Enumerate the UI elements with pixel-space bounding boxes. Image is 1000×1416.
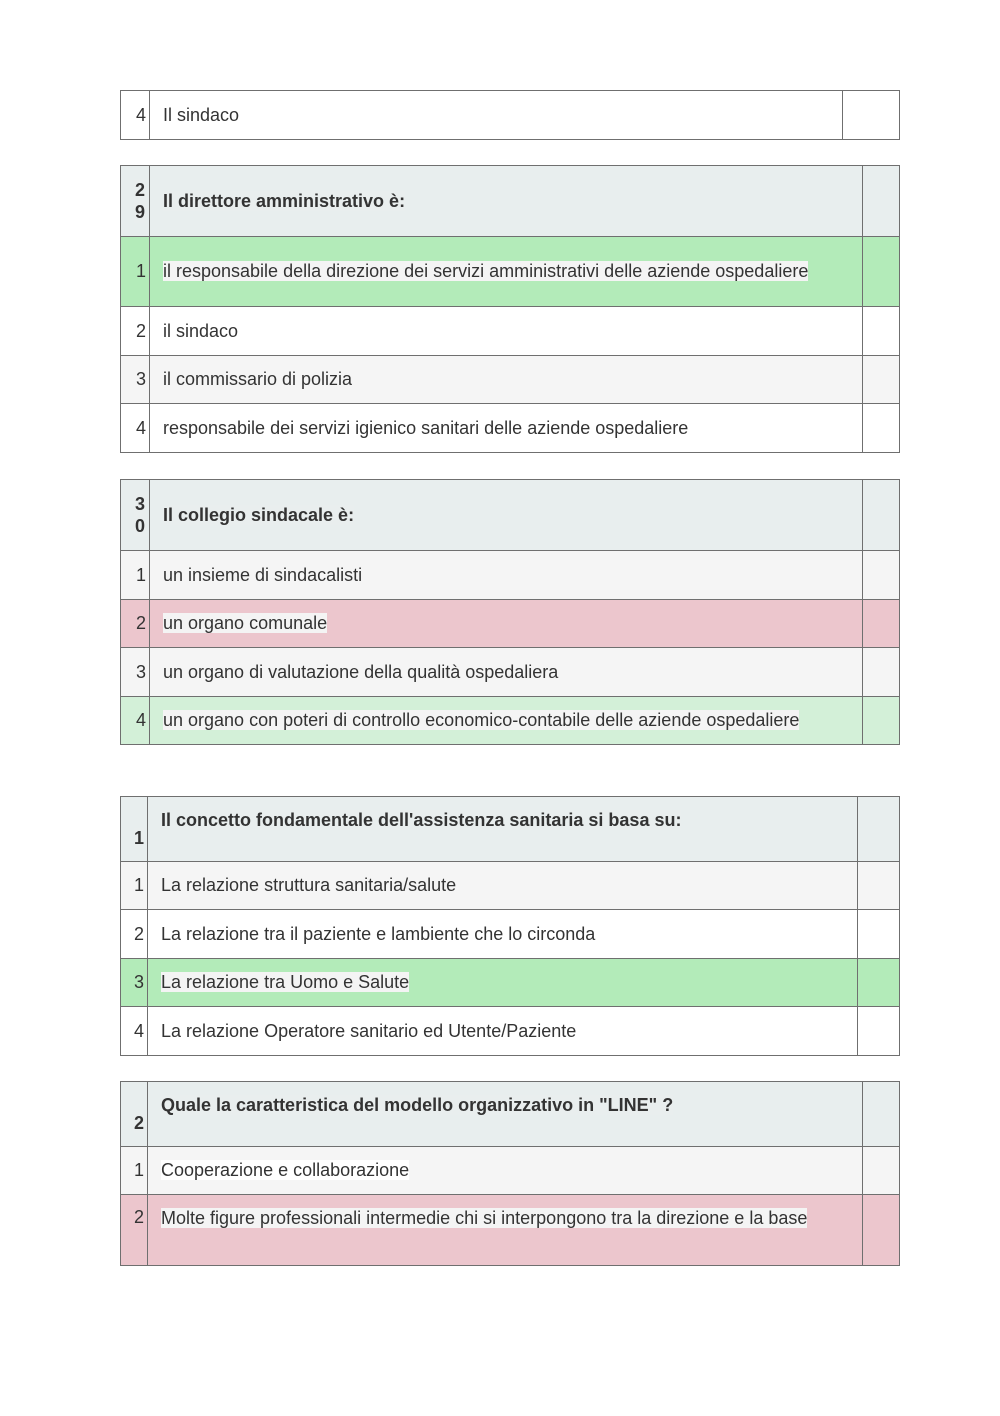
answer-number: 1 [121, 1147, 148, 1195]
answer-number: 4 [121, 91, 150, 140]
question-mark-cell [863, 480, 900, 551]
answer-number: 4 [121, 697, 150, 745]
answer-mark-cell [858, 862, 900, 910]
answer-number: 4 [121, 404, 150, 453]
question-title: Il concetto fondamentale dell'assistenza sanitaria si basa su: [148, 797, 858, 862]
answer-number: 1 [121, 237, 150, 307]
answer-mark-cell [863, 697, 900, 745]
answer-mark-cell [858, 910, 900, 959]
answer-number: 2 [121, 600, 150, 648]
answer-mark-cell [863, 648, 900, 697]
answer-row[interactable] [121, 862, 900, 910]
answer-row[interactable] [121, 1147, 900, 1195]
question-mark-cell [863, 1082, 900, 1147]
answer-row-correct[interactable] [121, 959, 900, 1007]
question-title: Il collegio sindacale è: [150, 480, 863, 551]
question-header [121, 797, 900, 862]
answer-row-correct[interactable] [121, 237, 900, 307]
answer-row[interactable] [121, 551, 900, 600]
answer-text: il commissario di polizia [150, 356, 863, 404]
answer-mark-cell [858, 959, 900, 1007]
question-number: 2 9 [121, 166, 150, 237]
answer-text: Il sindaco [150, 91, 843, 140]
answer-mark-cell [863, 551, 900, 600]
answer-mark-cell [863, 600, 900, 648]
answer-mark-cell [863, 404, 900, 453]
question-number: 3 0 [121, 480, 150, 551]
answer-text: La relazione struttura sanitaria/salute [148, 862, 858, 910]
answer-row[interactable] [121, 910, 900, 959]
question-mark-cell [858, 797, 900, 862]
answer-text: La relazione tra il paziente e lambiente che lo circonda [148, 910, 858, 959]
answer-text: responsabile dei servizi igienico sanitari delle aziende ospedaliere [150, 404, 863, 453]
question-30 [120, 479, 900, 745]
question-title: Il direttore amministrativo è: [150, 166, 863, 237]
answer-mark-cell [863, 356, 900, 404]
question-number: 1 [121, 797, 148, 862]
answer-row-correct[interactable] [121, 697, 900, 745]
answer-text: il responsabile della direzione dei servizi amministrativi delle aziende ospedaliere [150, 237, 863, 307]
answer-text: Cooperazione e collaborazione [148, 1147, 863, 1195]
answer-row[interactable] [121, 1007, 900, 1056]
answer-number: 3 [121, 648, 150, 697]
answer-text: un organo di valutazione della qualità ospedaliera [150, 648, 863, 697]
question-title: Quale la caratteristica del modello organizzativo in "LINE" ? [148, 1082, 863, 1147]
answer-row [121, 91, 900, 140]
answer-row[interactable] [121, 356, 900, 404]
question-mark-cell [863, 166, 900, 237]
question-number: 2 [121, 1082, 148, 1147]
answer-number: 2 [121, 307, 150, 356]
question-29 [120, 165, 900, 453]
previous-question-fragment [120, 90, 900, 140]
answer-row-wrong[interactable] [121, 1195, 900, 1266]
answer-text: il sindaco [150, 307, 863, 356]
answer-mark-cell [843, 91, 900, 140]
answer-row[interactable] [121, 648, 900, 697]
answer-text: un insieme di sindacalisti [150, 551, 863, 600]
answer-text: un organo comunale [150, 600, 863, 648]
answer-mark-cell [863, 1147, 900, 1195]
answer-row[interactable] [121, 307, 900, 356]
question-2 [120, 1081, 900, 1266]
answer-number: 1 [121, 551, 150, 600]
answer-text: La relazione tra Uomo e Salute [148, 959, 858, 1007]
answer-number: 3 [121, 356, 150, 404]
answer-text: Molte figure professionali intermedie chi si interpongono tra la direzione e la base [148, 1195, 863, 1266]
answer-text: un organo con poteri di controllo economico-contabile delle aziende ospedaliere [150, 697, 863, 745]
answer-number: 3 [121, 959, 148, 1007]
answer-number: 4 [121, 1007, 148, 1056]
question-1 [120, 796, 900, 1056]
question-header [121, 480, 900, 551]
answer-text: La relazione Operatore sanitario ed Utente/Paziente [148, 1007, 858, 1056]
answer-row-wrong[interactable] [121, 600, 900, 648]
answer-mark-cell [863, 1195, 900, 1266]
question-header [121, 1082, 900, 1147]
answer-number: 1 [121, 862, 148, 910]
answer-row[interactable] [121, 404, 900, 453]
answer-mark-cell [863, 307, 900, 356]
question-header [121, 166, 900, 237]
answer-mark-cell [858, 1007, 900, 1056]
answer-number: 2 [121, 910, 148, 959]
answer-number: 2 [121, 1195, 148, 1266]
answer-mark-cell [863, 237, 900, 307]
